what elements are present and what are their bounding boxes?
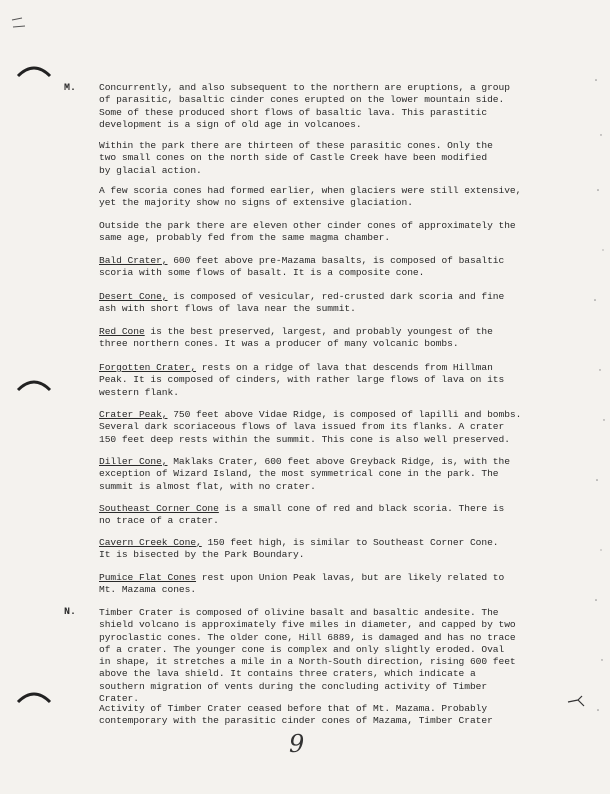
- cone-description: is the best preserved, largest, and probably youngest of the three northern cones. It was a producer of many volcanic bombs.: [99, 326, 493, 350]
- paragraph-outside-park-cones: Outside the park there are eleven other cinder cones of approximately the same age, probably fed from the same magma chamber.: [99, 220, 516, 244]
- cone-name-diller-cone: Diller Cone,: [99, 456, 168, 467]
- entry-diller-cone: [99, 456, 529, 493]
- page-number: 9: [289, 730, 305, 758]
- scan-mark-top-left: [10, 16, 28, 30]
- entry-crater-peak: [99, 409, 529, 446]
- entry-bald-crater: [99, 255, 529, 280]
- section-marker-m: M.: [64, 83, 77, 94]
- cone-name-red-cone: Red Cone: [99, 326, 145, 337]
- binder-hole-mark-middle: [16, 376, 52, 394]
- cone-name-forgotten-crater: Forgotten Crater,: [99, 362, 197, 373]
- cone-description: 750 feet above Vidae Ridge, is composed of lapilli and bombs. Several dark scoriaceous flows of lava issued from its flanks. A crater 150 feet deep rests within the summit. This cone is also well preserved.: [99, 409, 522, 445]
- margin-check-mark: [566, 694, 588, 710]
- cone-description: Maklaks Crater, 600 feet above Greyback Ridge, is, with the exception of Wizard Island, the most symmetrical cone in the park. The summit is almost flat, with no crater.: [99, 456, 510, 492]
- paragraph-timber-activity: Activity of Timber Crater ceased before that of Mt. Mazama. Probably contemporary with the parasitic cinder cones of Mazama, Timber Crater: [99, 703, 493, 727]
- edge-scan-specks: [592, 40, 608, 730]
- cone-name-pumice-flat-cones: Pumice Flat Cones: [99, 572, 197, 583]
- cone-name-crater-peak: Crater Peak,: [99, 409, 168, 420]
- cone-name-cavern-creek-cone: Cavern Creek Cone,: [99, 537, 202, 548]
- cone-description: 150 feet high, is similar to Southeast Corner Cone. It is bisected by the Park Boundary.: [99, 537, 499, 561]
- cone-name-southeast-corner-cone: Southeast Corner Cone: [99, 503, 219, 514]
- paragraph-northern-arc-cones: Concurrently, and also subsequent to the northern are eruptions, a group of parasitic, basaltic cinder cones erupted on the lower mountain side. Some of these produced short flows of basaltic lava. This parastitic development is a sign of old age in volcanoes.: [99, 82, 510, 130]
- cone-description: is composed of vesicular, red-crusted dark scoria and fine ash with short flows of lava near the summit.: [99, 291, 505, 315]
- entry-desert-cone: [99, 291, 529, 316]
- paragraph-scoria-cones: A few scoria cones had formed earlier, when glaciers were still extensive, yet the majority show no signs of extensive glaciation.: [99, 185, 522, 209]
- entry-red-cone: [99, 326, 529, 351]
- cone-description: rests on a ridge of lava that descends from Hillman Peak. It is composed of cinders, with rather large flows of lava on its western flank.: [99, 362, 505, 398]
- paragraph-timber-crater: Timber Crater is composed of olivine basalt and basaltic andesite. The shield volcano is approximately five miles in diameter, and capped by two pyroclastic cones. The older cone, Hill 6889, is damaged and has no trace of a crater. The younger cone is complex and only slightly eroded. Oval in shape, it stretches a mile in a North-South direction, rising 600 feet above the lava shield. It contains three craters, which indicate a southern migration of vents during the concluding activity of Timber Crater.: [99, 607, 516, 705]
- section-marker-n: N.: [64, 607, 77, 618]
- cone-description: rest upon Union Peak lavas, but are likely related to Mt. Mazama cones.: [99, 572, 505, 596]
- binder-hole-mark-bottom: [16, 688, 52, 706]
- cone-description: 600 feet above pre-Mazama basalts, is composed of basaltic scoria with some flows of basalt. It is a composite cone.: [99, 255, 505, 279]
- entry-southeast-corner-cone: [99, 503, 529, 528]
- binder-hole-mark-top: [16, 62, 52, 80]
- cone-name-desert-cone: Desert Cone,: [99, 291, 168, 302]
- cone-name-bald-crater: Bald Crater,: [99, 255, 168, 266]
- entry-forgotten-crater: [99, 362, 529, 399]
- cone-description: is a small cone of red and black scoria. There is no trace of a crater.: [99, 503, 505, 527]
- paragraph-thirteen-cones: Within the park there are thirteen of these parasitic cones. Only the two small cones on the north side of Castle Creek have been modified by glacial action.: [99, 140, 493, 176]
- entry-pumice-flat-cones: [99, 572, 529, 597]
- entry-cavern-creek-cone: [99, 537, 529, 562]
